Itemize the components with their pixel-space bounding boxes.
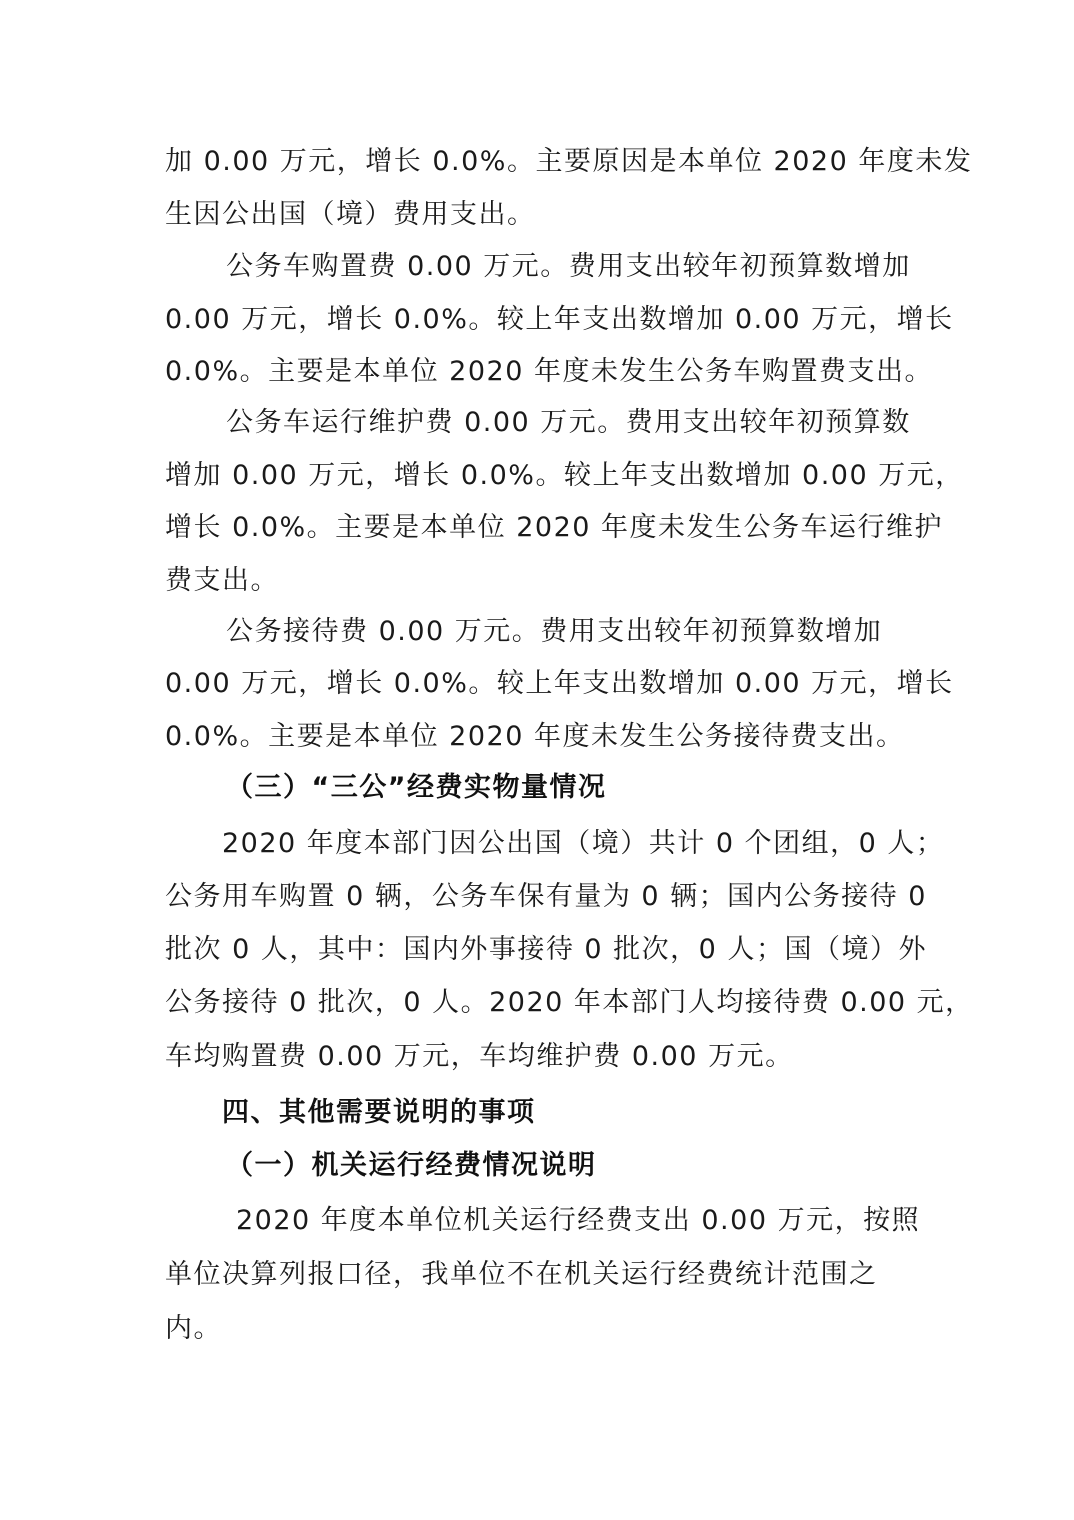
paragraph-line: 0.0%。主要是本单位 2020 年度未发生公务接待费支出。 [165, 721, 905, 752]
paragraph-line: 公务车运行维护费 0.00 万元。费用支出较年初预算数 [226, 407, 911, 438]
paragraph-line: 加 0.00 万元，增长 0.0%。主要原因是本单位 2020 年度未发 [165, 146, 973, 177]
paragraph-line: 车均购置费 0.00 万元，车均维护费 0.00 万元。 [165, 1041, 794, 1072]
section-heading: （三）“三公”经费实物量情况 [226, 772, 607, 803]
paragraph-line: 2020 年度本部门因公出国（境）共计 0 个团组，0 人； [222, 828, 945, 859]
paragraph-line: 批次 0 人，其中：国内外事接待 0 批次，0 人；国（境）外 [165, 934, 927, 965]
paragraph-line: 0.00 万元，增长 0.0%。较上年支出数增加 0.00 万元，增长 [165, 304, 954, 335]
paragraph-line: 0.0%。主要是本单位 2020 年度未发生公务车购置费支出。 [165, 356, 933, 387]
paragraph-line: 单位决算列报口径，我单位不在机关运行经费统计范围之 [165, 1259, 878, 1290]
paragraph-line: 增加 0.00 万元，增长 0.0%。较上年支出数增加 0.00 万元， [165, 460, 964, 491]
section-heading: 四、其他需要说明的事项 [222, 1097, 536, 1128]
paragraph-line: 公务用车购置 0 辆，公务车保有量为 0 辆；国内公务接待 0 [165, 881, 927, 912]
paragraph-line: 公务接待费 0.00 万元。费用支出较年初预算数增加 [226, 616, 883, 647]
paragraph-line: 生因公出国（境）费用支出。 [165, 199, 536, 230]
paragraph-line: 公务车购置费 0.00 万元。费用支出较年初预算数增加 [226, 251, 911, 282]
paragraph-line: 2020 年度本单位机关运行经费支出 0.00 万元，按照 [236, 1205, 921, 1236]
paragraph-line: 0.00 万元，增长 0.0%。较上年支出数增加 0.00 万元，增长 [165, 668, 954, 699]
paragraph-line: 费支出。 [165, 565, 279, 596]
paragraph-line: 公务接待 0 批次，0 人。2020 年本部门人均接待费 0.00 元， [165, 987, 974, 1018]
subsection-heading: （一）机关运行经费情况说明 [226, 1150, 597, 1181]
paragraph-line: 内。 [165, 1313, 222, 1344]
paragraph-line: 增长 0.0%。主要是本单位 2020 年度未发生公务车运行维护 [165, 512, 944, 543]
